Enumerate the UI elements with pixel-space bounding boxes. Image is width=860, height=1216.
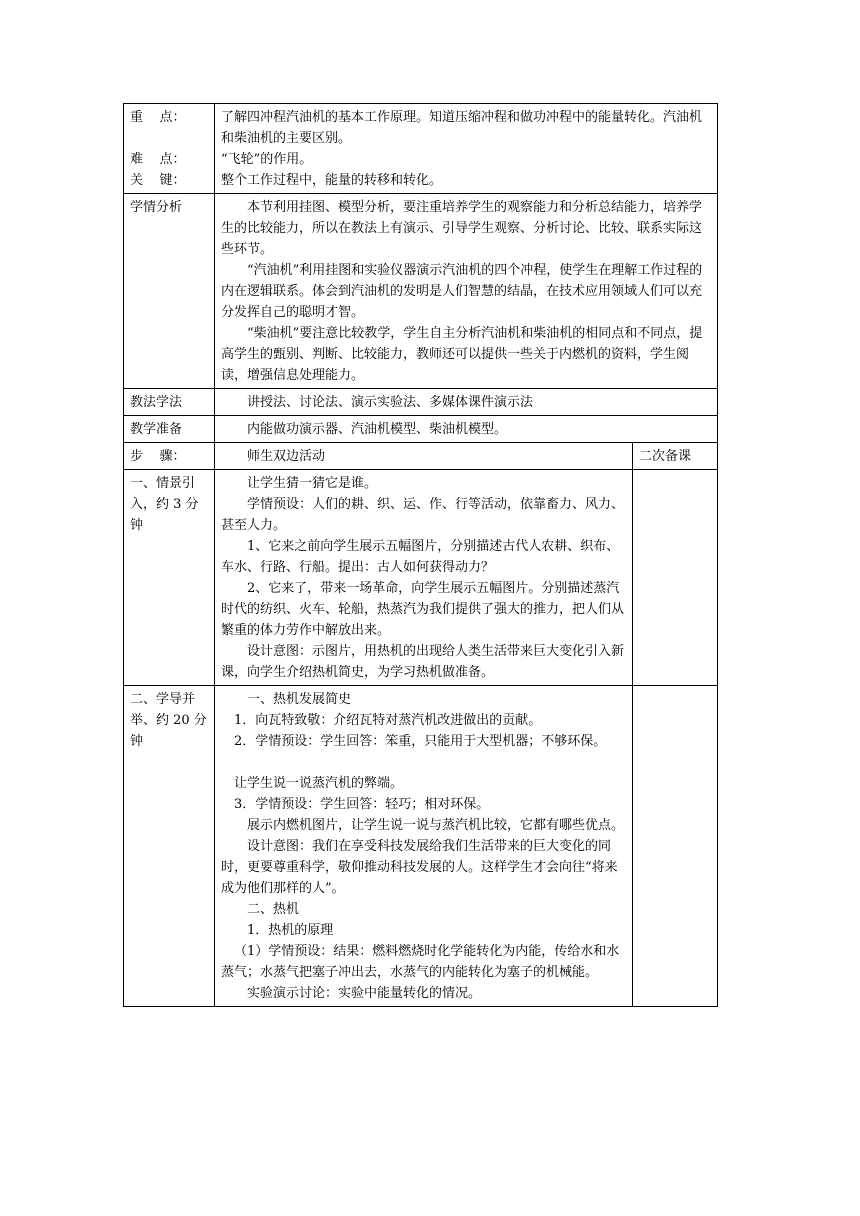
key-points-labels (124, 104, 215, 194)
xueqing-label: 学情分析 (124, 194, 215, 389)
key-points-content (215, 104, 718, 194)
xueqing-paragraph: “汽油机”利用挂图和实验仪器演示汽油机的四个冲程，使学生在理解工作过程的内在逻辑联系。体会到汽油机的发明是人们智慧的结晶，在技术应用领域人们可以充分发挥自己的聪明才智。 (221, 263, 703, 320)
key-points-row (124, 104, 718, 194)
step1-paragraph: 学情预设：人们的耕、织、运、作、行等活动，依靠畜力、风力、甚至人力。 (221, 497, 625, 533)
step2-paragraph: （1）学情预设：结果：燃料燃烧时化学能转化为内能，传给水和水蒸气；水蒸气把塞子冲出去，水蒸气的内能转化为塞子的机械能。 (221, 944, 620, 980)
step2-content (215, 686, 633, 1007)
steps-label: 步 骤： (124, 443, 215, 470)
zhunbei-label: 教学准备 (124, 416, 215, 443)
zhunbei-text: 内能做功演示器、汽油机模型、柴油机模型。 (215, 416, 718, 443)
step1-paragraph: 设计意图：示图片，用热机的出现给人类生活带来巨大变化引入新课，向学生介绍热机简史，为学习热机做准备。 (221, 644, 625, 680)
nandian-label: 难 点： (130, 152, 186, 167)
activity-header: 师生双边活动 (215, 443, 633, 470)
notes-header: 二次备课 (632, 443, 717, 470)
xueqing-row (124, 194, 718, 389)
step2-row (124, 686, 718, 1007)
guanjian-text: 整个工作过程中，能量的转移和转化。 (221, 173, 443, 188)
steps-header-row (124, 443, 718, 470)
step1-content (215, 470, 633, 686)
step2-paragraph: 二、热机 (247, 902, 300, 917)
step2-paragraph: 2．学情预设：学生回答：笨重，只能用于大型机器；不够环保。 (234, 734, 607, 749)
step1-label: 一、情景引入，约 3 分钟 (124, 470, 215, 686)
step1-row (124, 470, 718, 686)
xueqing-content (215, 194, 718, 389)
lesson-plan-table (123, 103, 718, 1007)
step2-paragraph: 1．向瓦特致敬：介绍瓦特对蒸汽机改进做出的贡献。 (234, 713, 542, 728)
step2-paragraph: 让学生说一说蒸汽机的弊端。 (234, 776, 404, 791)
step2-paragraph: 一、热机发展简史 (247, 692, 352, 707)
jiaofa-row (124, 389, 718, 416)
jiaofa-text: 讲授法、讨论法、演示实验法、多媒体课件演示法 (215, 389, 718, 416)
step2-paragraph: 1．热机的原理 (247, 923, 334, 938)
xueqing-paragraph: “柴油机”要注意比较教学，学生自主分析汽油机和柴油机的相同点和不同点，提高学生的甄别、判断、比较能力，教师还可以提供一些关于内燃机的资料，学生阅读，增强信息处理能力。 (221, 326, 703, 383)
jiaofa-label: 教法学法 (124, 389, 215, 416)
step2-label: 二、学导并举、约 20 分钟 (124, 686, 215, 1007)
zhunbei-row (124, 416, 718, 443)
zhongdian-label: 重 点： (130, 110, 186, 125)
step1-paragraph: 让学生猜一猜它是谁。 (247, 476, 378, 491)
step2-paragraph: 设计意图：我们在享受科技发展给我们生活带来的巨大变化的同时，更要尊重科学，敬仰推动科技发展的人。这样学生才会向往“将来成为他们那样的人”。 (221, 839, 618, 896)
step2-paragraph: 实验演示讨论：实验中能量转化的情况。 (247, 986, 482, 1001)
step1-paragraph: 1、它来之前向学生展示五幅图片，分别描述古代人农耕、织布、车水、行路、行船。提出：古人如何获得动力？ (221, 539, 620, 575)
step1-paragraph: 2、它来了，带来一场革命，向学生展示五幅图片。分别描述蒸汽时代的纺织、火车、轮船，热蒸汽为我们提供了强大的推力，把人们从繁重的体力劳作中解放出来。 (221, 581, 625, 638)
guanjian-label: 关 键： (130, 173, 186, 188)
step2-notes (632, 686, 717, 1007)
xueqing-paragraph: 本节利用挂图、模型分析，要注重培养学生的观察能力和分析总结能力，培养学生的比较能力，所以在教法上有演示、引导学生观察、分析讨论、比较、联系实际这些环节。 (221, 200, 703, 257)
zhongdian-text: 了解四冲程汽油机的基本工作原理。知道压缩冲程和做功冲程中的能量转化。汽油机和柴油机的主要区别。 (221, 110, 703, 146)
step2-paragraph: 3．学情预设：学生回答：轻巧；相对环保。 (234, 797, 490, 812)
nandian-text: “飞轮”的作用。 (221, 152, 313, 167)
step1-notes (632, 470, 717, 686)
step2-paragraph: 展示内燃机图片，让学生说一说与蒸汽机比较，它都有哪些优点。 (247, 818, 625, 833)
